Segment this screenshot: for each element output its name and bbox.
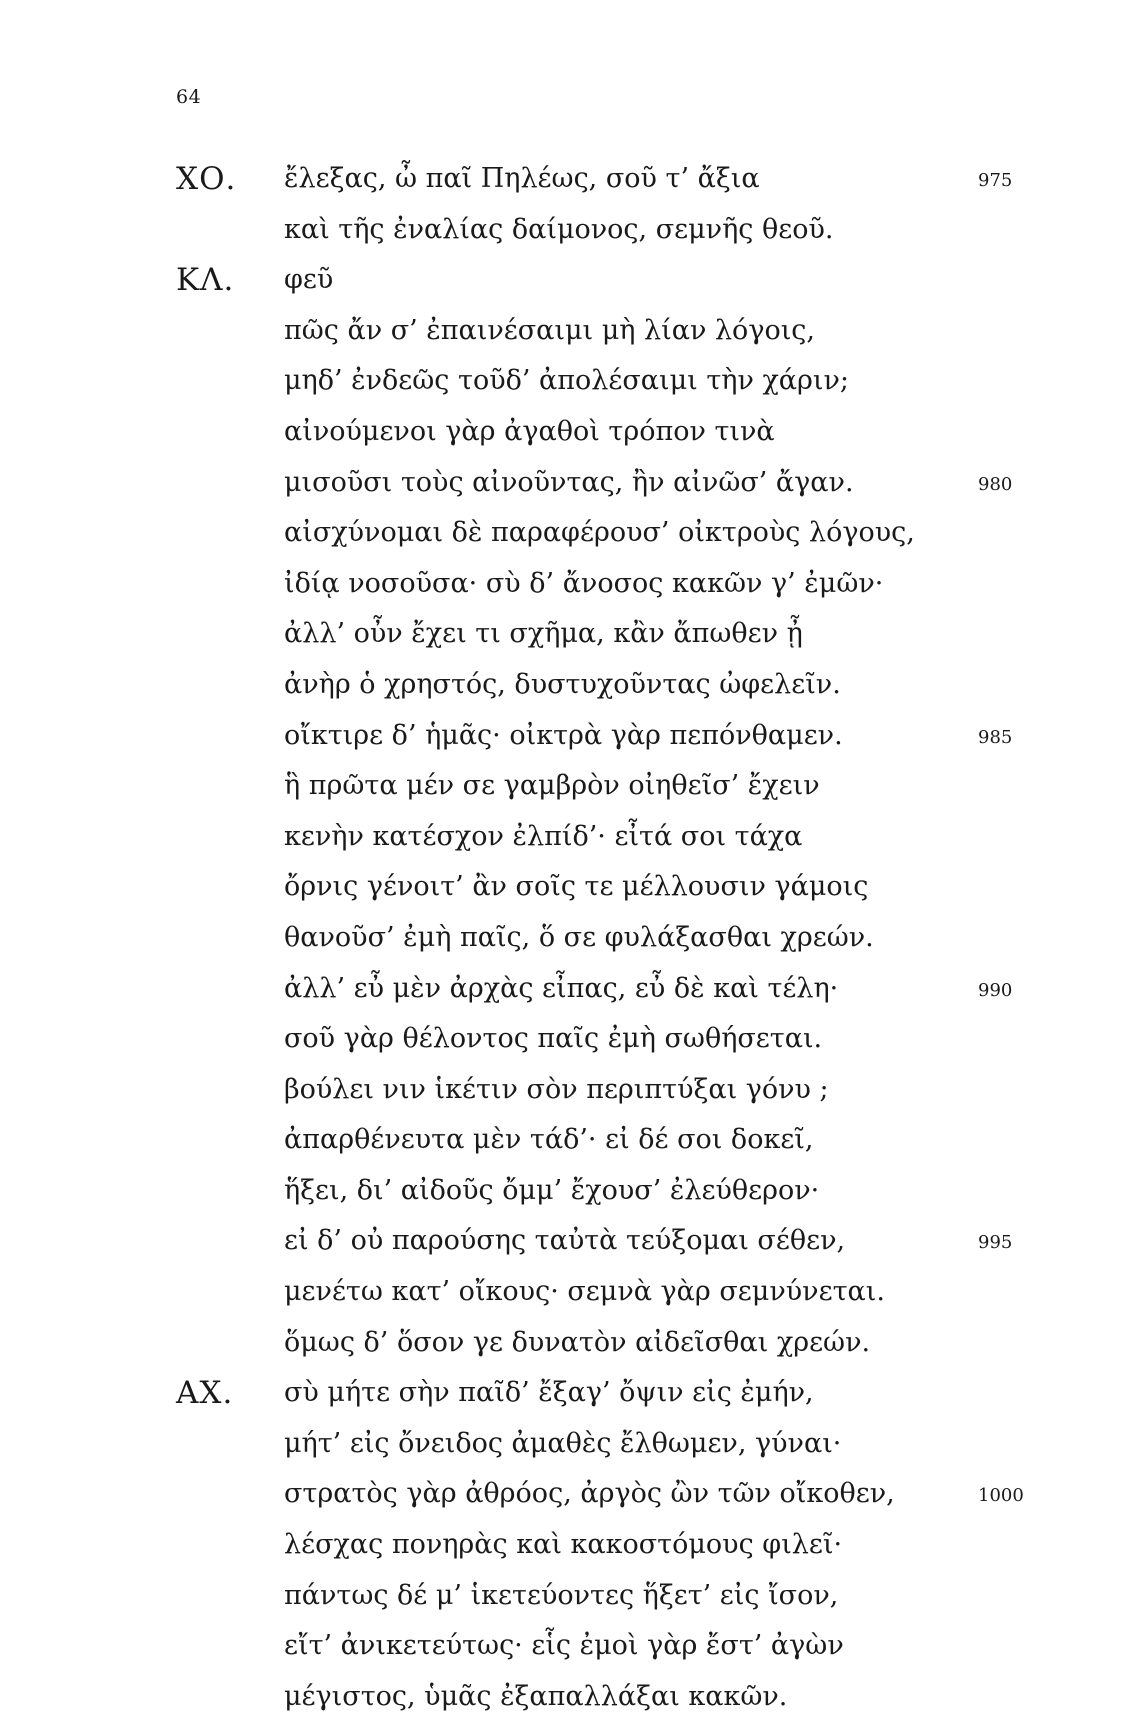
verse-text: μηδ’ ἐνδεῶς τοῦδ’ ἀπολέσαιμι τὴν χάριν; bbox=[284, 365, 850, 397]
verse-line bbox=[0, 154, 1132, 205]
verse-line bbox=[0, 1014, 1132, 1065]
verse-block bbox=[0, 154, 1132, 1722]
verse-line bbox=[0, 913, 1132, 964]
verse-line bbox=[0, 1469, 1132, 1520]
verse-text: σοῦ γὰρ θέλοντος παῖς ἐμὴ σωθήσεται. bbox=[284, 1023, 823, 1055]
verse-text: πῶς ἄν σ’ ἐπαινέσαιμι μὴ λίαν λόγοις, bbox=[284, 314, 815, 346]
verse-text: ἀλλ’ οὖν ἔχει τι σχῆμα, κἂν ἄπωθεν ᾖ bbox=[284, 618, 803, 650]
line-number: 1000 bbox=[978, 1485, 1024, 1507]
verse-line bbox=[0, 1216, 1132, 1267]
verse-line bbox=[0, 205, 1132, 256]
verse-line bbox=[0, 1065, 1132, 1116]
verse-text: ἀνὴρ ὁ χρηστός, δυστυχοῦντας ὠφελεῖν. bbox=[284, 668, 841, 700]
line-number: 985 bbox=[978, 726, 1013, 748]
verse-line bbox=[0, 255, 1132, 306]
line-number: 995 bbox=[978, 1232, 1013, 1254]
verse-line bbox=[0, 1520, 1132, 1571]
verse-line bbox=[0, 1166, 1132, 1217]
verse-line bbox=[0, 964, 1132, 1015]
verse-line bbox=[0, 761, 1132, 812]
verse-line bbox=[0, 1672, 1132, 1722]
verse-text: φεῦ bbox=[284, 264, 334, 296]
verse-text: στρατὸς γὰρ ἀθρόος, ἀργὸς ὢν τῶν οἴκοθεν, bbox=[284, 1478, 895, 1510]
verse-text: πάντως δέ μ’ ἱκετεύοντες ἥξετ’ εἰς ἴσον, bbox=[284, 1579, 839, 1611]
line-number: 980 bbox=[978, 473, 1013, 495]
verse-line bbox=[0, 1115, 1132, 1166]
verse-line bbox=[0, 711, 1132, 762]
verse-text: οἴκτιρε δ’ ἡμᾶς· οἰκτρὰ γὰρ πεπόνθαμεν. bbox=[284, 719, 843, 751]
page-number: 64 bbox=[176, 86, 202, 108]
verse-line bbox=[0, 508, 1132, 559]
verse-line bbox=[0, 812, 1132, 863]
line-number: 990 bbox=[978, 979, 1013, 1001]
verse-line bbox=[0, 407, 1132, 458]
verse-line bbox=[0, 458, 1132, 509]
verse-text: εἴτ’ ἀνικετεύτως· εἷς ἐμοὶ γὰρ ἔστ’ ἀγὼν bbox=[284, 1630, 844, 1662]
verse-text: ἥξει, δι’ αἰδοῦς ὄμμ’ ἔχουσ’ ἐλεύθερον· bbox=[284, 1174, 820, 1206]
verse-line bbox=[0, 559, 1132, 610]
verse-text: αἰσχύνομαι δὲ παραφέρουσ’ οἰκτροὺς λόγους, bbox=[284, 517, 915, 549]
verse-line bbox=[0, 356, 1132, 407]
verse-line bbox=[0, 306, 1132, 357]
verse-line bbox=[0, 1621, 1132, 1672]
verse-line bbox=[0, 660, 1132, 711]
speaker-label: ΚΛ. bbox=[176, 262, 235, 299]
verse-line bbox=[0, 1267, 1132, 1318]
verse-text: μισοῦσι τοὺς αἰνοῦντας, ἢν αἰνῶσ’ ἄγαν. bbox=[284, 466, 854, 498]
verse-text: ἀπαρθένευτα μὲν τάδ’· εἰ δέ σοι δοκεῖ, bbox=[284, 1124, 814, 1156]
verse-text: ἰδίᾳ νοσοῦσα· σὺ δ’ ἄνοσος κακῶν γ’ ἐμῶν· bbox=[284, 567, 884, 599]
verse-text: ὄρνις γένοιτ’ ἂν σοῖς τε μέλλουσιν γάμοις bbox=[284, 871, 869, 903]
verse-text: θανοῦσ’ ἐμὴ παῖς, ὅ σε φυλάξασθαι χρεών. bbox=[284, 921, 874, 953]
verse-text: ἣ πρῶτα μέν σε γαμβρὸν οἰηθεῖσ’ ἔχειν bbox=[284, 770, 820, 802]
verse-text: βούλει νιν ἱκέτιν σὸν περιπτύξαι γόνυ ; bbox=[284, 1073, 829, 1105]
verse-text: ἔλεξας, ὦ παῖ Πηλέως, σοῦ τ’ ἄξια bbox=[284, 163, 760, 194]
verse-line bbox=[0, 1419, 1132, 1470]
verse-line bbox=[0, 1368, 1132, 1419]
verse-text: ἀλλ’ εὖ μὲν ἀρχὰς εἶπας, εὖ δὲ καὶ τέλη· bbox=[284, 972, 839, 1004]
speaker-label: ΑΧ. bbox=[176, 1375, 234, 1412]
verse-text: καὶ τῆς ἐναλίας δαίμονος, σεμνῆς θεοῦ. bbox=[284, 213, 834, 245]
verse-text: κενὴν κατέσχον ἐλπίδ’· εἶτά σοι τάχα bbox=[284, 820, 803, 852]
verse-text: μενέτω κατ’ οἴκους· σεμνὰ γὰρ σεμνύνεται. bbox=[284, 1276, 885, 1308]
verse-line bbox=[0, 862, 1132, 913]
verse-text: αἰνούμενοι γὰρ ἀγαθοὶ τρόπον τινὰ bbox=[284, 415, 775, 447]
verse-text: μήτ’ εἰς ὄνειδος ἀμαθὲς ἔλθωμεν, γύναι· bbox=[284, 1427, 842, 1459]
verse-text: μέγιστος, ὑμᾶς ἐξαπαλλάξαι κακῶν. bbox=[284, 1680, 788, 1712]
verse-text: λέσχας πονηρὰς καὶ κακοστόμους φιλεῖ· bbox=[284, 1529, 843, 1561]
verse-text: σὺ μήτε σὴν παῖδ’ ἔξαγ’ ὄψιν εἰς ἐμήν, bbox=[284, 1377, 814, 1409]
line-number: 975 bbox=[978, 170, 1013, 191]
verse-text: ὅμως δ’ ὅσον γε δυνατὸν αἰδεῖσθαι χρεών. bbox=[284, 1326, 871, 1358]
speaker-label: ΧΟ. bbox=[176, 161, 237, 197]
verse-line bbox=[0, 1571, 1132, 1622]
verse-text: εἰ δ’ οὐ παρούσης ταὐτὰ τεύξομαι σέθεν, bbox=[284, 1225, 846, 1257]
verse-line bbox=[0, 1318, 1132, 1369]
verse-line bbox=[0, 609, 1132, 660]
